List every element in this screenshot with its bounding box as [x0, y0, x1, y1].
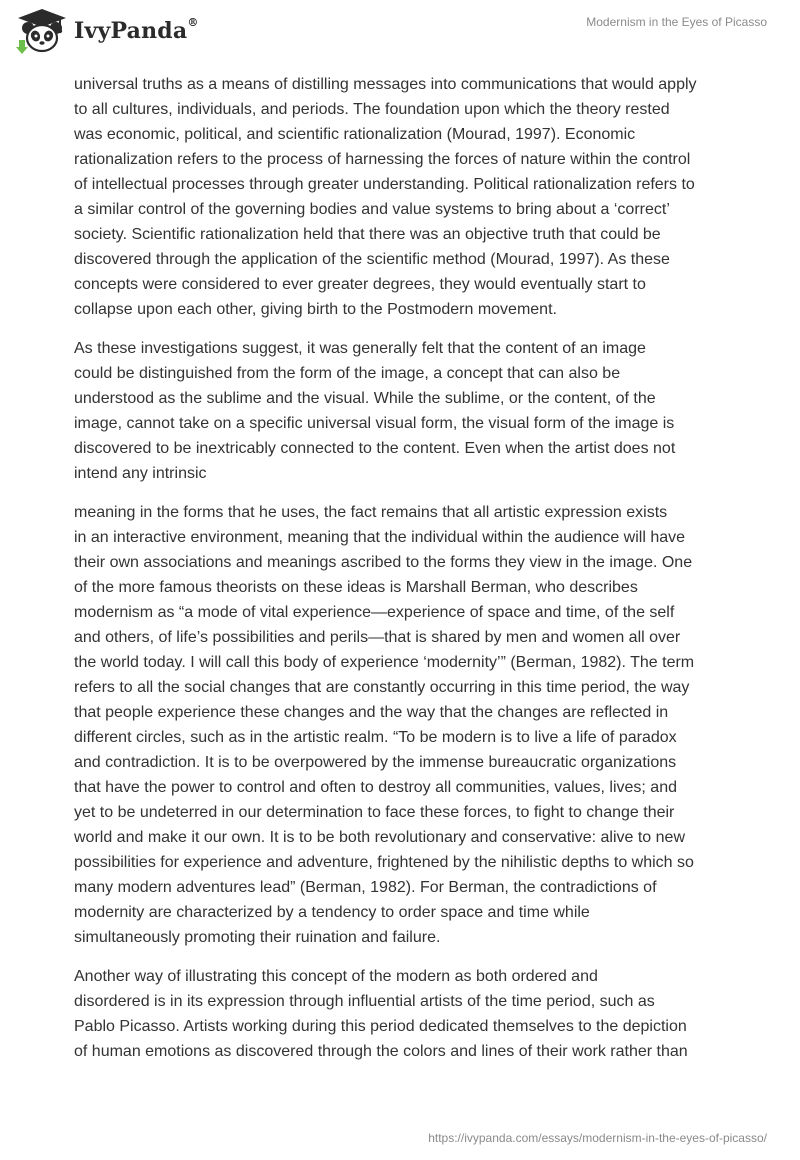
panda-graduate-logo-icon — [14, 6, 70, 56]
paragraph-1: universal truths as a means of distilling messages into communications that would apply to all cultures, individuals, and periods. The foundation upon which the theory rested was economic, political, and scientific rationalization (Mourad, 1997). Economic rationalization refers to the process of harnessing the forces of nature within the control of intellectual processes through greater understanding. Political rationalization refers to a similar control of the governing bodies and value systems to bring about a ‘correct’ society. Scientific rationalization held that there was an objective truth that could be discovered through the application of the scientific method (Mourad, 1997). As these concepts were considered to ever greater degrees, they would eventually start to collapse upon each other, giving birth to the Postmodern movement. — [74, 76, 697, 318]
essay-body — [74, 72, 734, 1078]
brand-name: IvyPanda® — [74, 16, 199, 44]
paragraph-3: meaning in the forms that he uses, the fact remains that all artistic expression exists in an interactive environment, meaning that the individual within the audience will have their own associations and meanings ascribed to the forms they view in the image. One of the more famous theorists on these ideas is Marshall Berman, who describes modernism as “a mode of vital experience—experience of space and time, of the self and others, of life’s possibilities and perils—that is shared by men and women all over the world today. I will call this body of experience ‘modernity’” (Berman, 1982). The term refers to all the social changes that are constantly occurring in this time period, the way that people experience these changes and the way that the changes are reflected in different circles, such as in the artistic realm. “To be modern is to live a life of paradox and contradiction. It is to be overpowered by the immense bureaucratic organizations that have the power to control and often to destroy all communities, values, lives; and yet to be undeterred in our determination to face these forces, to fight to change their world and make it our own. It is to be both revolutionary and conservative: alive to new possibilities for experience and adventure, frightened by the nihilistic depths to which so many modern adventures lead” (Berman, 1982). For Berman, the contradictions of modernity are characterized by a tendency to order space and time while simultaneously promoting their ruination and failure. — [74, 504, 695, 946]
ivypanda-logo[interactable] — [14, 6, 199, 56]
paragraph-2: As these investigations suggest, it was generally felt that the content of an image could be distinguished from the form of the image, a concept that can also be understood as the sublime and the visual. While the sublime, or the content, of the image, cannot take on a specific universal visual form, the visual form of the image is discovered to be inextricably connected to the content. Even when the artist does not intend any intrinsic — [74, 340, 676, 482]
document-title: Modernism in the Eyes of Picasso — [586, 15, 767, 29]
source-url[interactable]: https://ivypanda.com/essays/modernism-in-the-eyes-of-picasso/ — [428, 1131, 767, 1145]
registered-mark: ® — [187, 16, 199, 29]
page-header — [0, 0, 800, 64]
paragraph-4: Another way of illustrating this concept of the modern as both ordered and disordered is in its expression through influential artists of the time period, such as Pablo Picasso. Artists working during this period dedicated themselves to the depiction of human emotions as discovered through the colors and lines of their work rather than — [74, 968, 688, 1060]
